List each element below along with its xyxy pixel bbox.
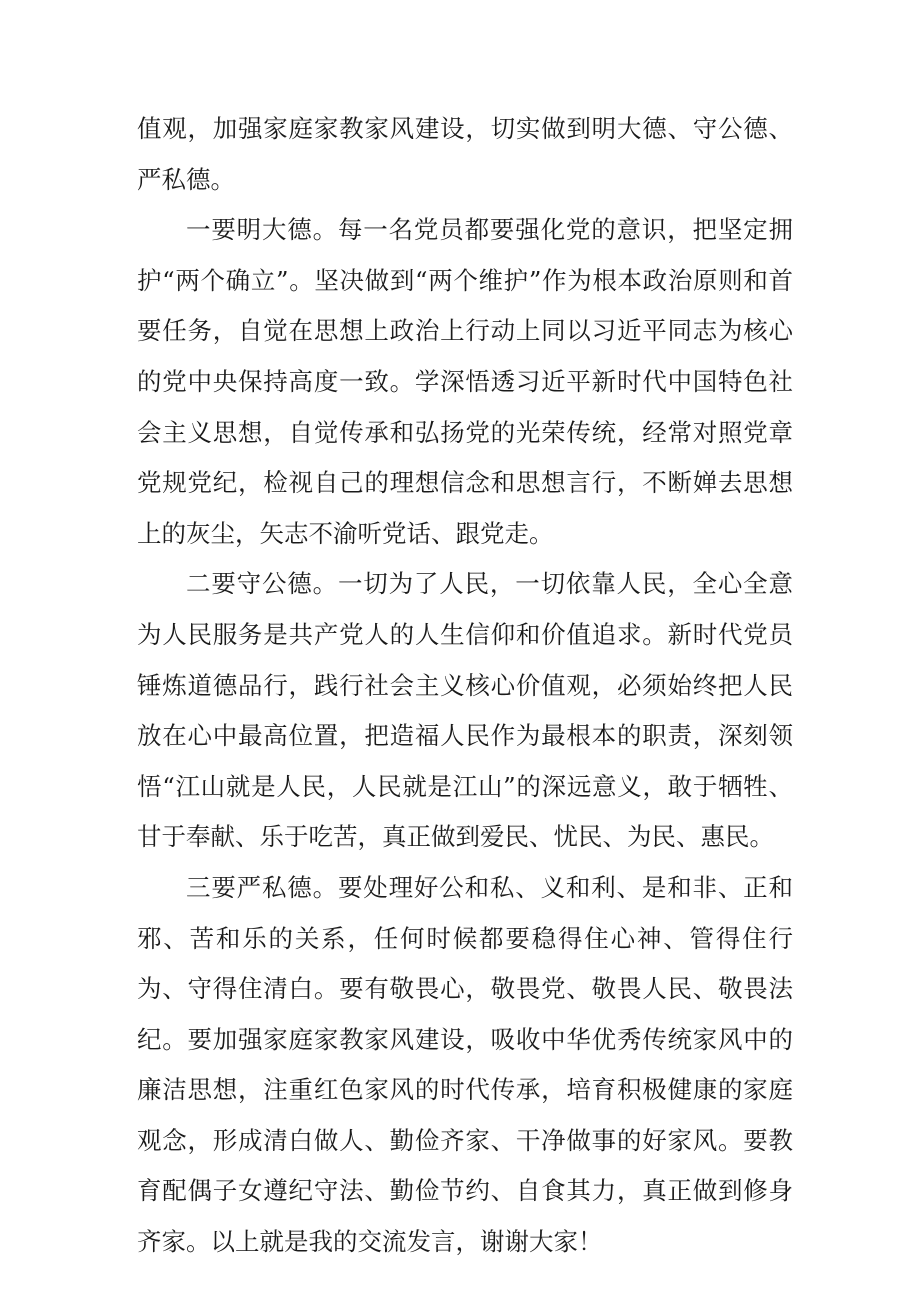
document-body	[137, 104, 793, 1268]
paragraph-intro-continuation: 值观，加强家庭家教家风建设，切实做到明大德、守公德、严私德。	[137, 114, 793, 194]
paragraph-yan-si-de: 三要严私德。要处理好公和私、义和利、是和非、正和邪、苦和乐的关系，任何时候都要稳得住心神、管得住行为、守得住清白。要有敬畏心，敬畏党、敬畏人民、敬畏法纪。要加强家庭家教家风建设，吸收中华优秀传统家风中的廉洁思想，注重红色家风的时代传承，培育积极健康的家庭观念，形成清白做人、勤俭齐家、干净做事的好家风。要教育配偶子女遵纪守法、勤俭节约、自食其力，真正做到修身齐家。以上就是我的交流发言，谢谢大家！	[137, 872, 793, 1257]
paragraph-ming-da-de: 一要明大德。每一名党员都要强化党的意识，把坚定拥护“两个确立”。坚决做到“两个维护”作为根本政治原则和首要任务，自觉在思想上政治上行动上同以习近平同志为核心的党中央保持高度一致。学深悟透习近平新时代中国特色社会主义思想，自觉传承和弘扬党的光荣传统，经常对照党章党规党纪，检视自己的理想信念和思想言行，不断婵去思想上的灰尘，矢志不渝听党话、跟党走。	[137, 215, 793, 548]
paragraph-shou-gong-de: 二要守公德。一切为了人民，一切依靠人民，全心全意为人民服务是共产党人的人生信仰和价值追求。新时代党员锤炼道德品行，践行社会主义核心价值观，必须始终把人民放在心中最高位置，把造福人民作为最根本的职责，深刻领悟“江山就是人民，人民就是江山”的深远意义，敢于牺牲、甘于奉献、乐于吃苦，真正做到爱民、忧民、为民、惠民。	[137, 569, 793, 852]
